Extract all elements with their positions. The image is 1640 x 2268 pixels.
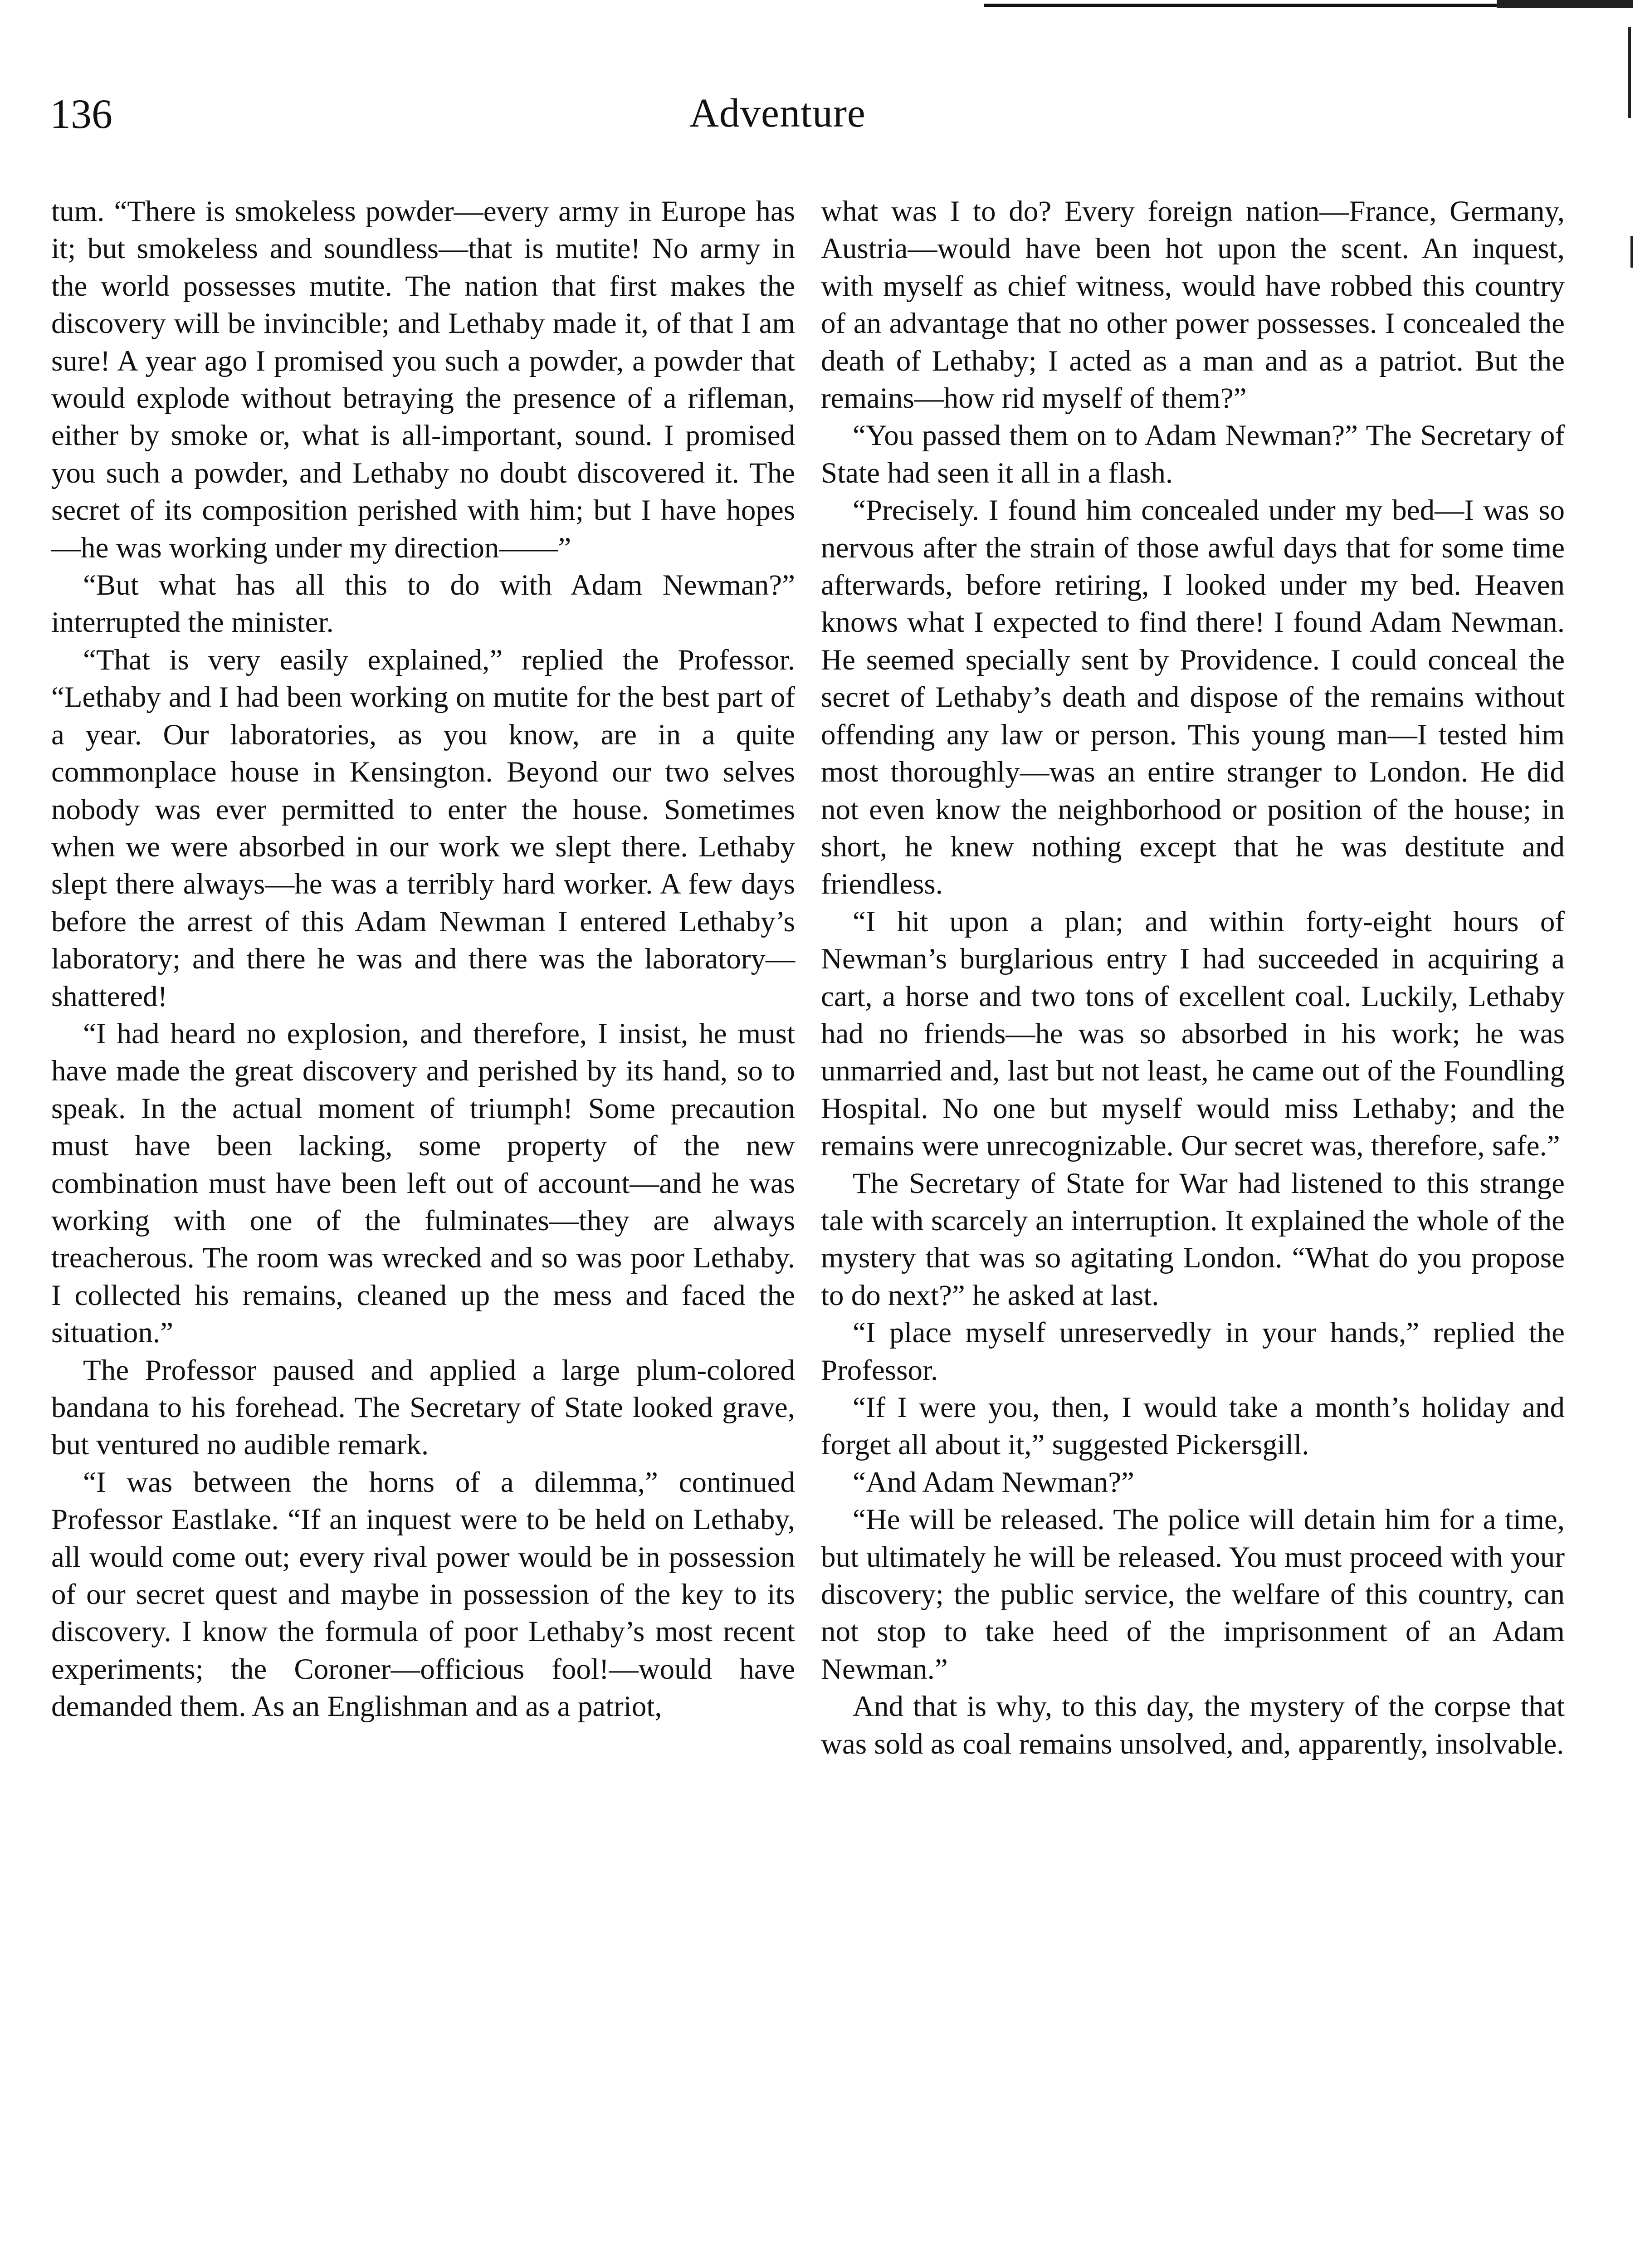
paragraph: what was I to do? Every foreign nation—France, Germany, Austria—would have been hot upon the scent. An inquest, with myself as chief witness, would have robbed this country of an advantage that no other power possesses. I concealed the death of Lethaby; I acted as a man and as a patriot. But the remains—how rid myself of them?” — [821, 195, 1565, 415]
paragraph: “That is very easily explained,” replied the Professor. “Lethaby and I had been working on mutite for the best part of a year. Our laboratories, as you know, are in a quite commonplace house in Kensington. Beyond our two selves nobody was ever permitted to enter the house. Sometimes when we were absorbed in our work we slept there. Lethaby slept there always—he was a terribly hard worker. A few days before the arrest of this Adam Newman I entered Lethaby’s laboratory; and there he was and there was the laboratory—shattered! — [51, 643, 795, 1013]
paragraph: “I was between the horns of a dilemma,” continued Professor Eastlake. “If an inquest were to be held on Lethaby, all would come out; every rival power would be in possession of our secret quest and maybe in possession of the key to its discovery. I know the formula of poor Lethaby’s most recent experiments; the Coroner—officious fool!—would have demanded them. As an Englishman and as a patriot, — [51, 1466, 795, 1723]
paragraph: “I had heard no explosion, and therefore, I insist, he must have made the great discovery and perished by its hand, so to speak. In the actual moment of triumph! Some precaution must have been lacking, some property of the new combination must have been left out of account—and he was working with one of the fulminates—they are always treacherous. The room was wrecked and so was poor Lethaby. I collected his remains, cleaned up the mess and faced the situation.” — [51, 1017, 795, 1349]
right-edge-mark-lower — [1630, 236, 1633, 268]
page-number: 136 — [50, 91, 112, 137]
paragraph: “I place myself unreservedly in your hands,” replied the Professor. — [821, 1316, 1565, 1387]
paragraph: “And Adam Newman?” — [853, 1466, 1134, 1499]
left-column — [51, 193, 795, 1725]
running-title: Adventure — [689, 91, 866, 136]
paragraph: tum. “There is smokeless powder—every army in Europe has it; but smokeless and soundless—that is mutite! No army in the world possesses mutite. The nation that first makes the discovery will be invincible; and Lethaby made it, of that I am sure! A year ago I promised you such a powder, a powder that would explode without betraying the presence of a rifleman, either by smoke or, what is all-important, sound. I promised you such a powder, and Lethaby no doubt discovered it. The secret of its composition perished with him; but I have hopes—he was working under my direction——” — [51, 195, 795, 564]
paragraph: “I hit upon a plan; and within forty-eight hours of Newman’s burglarious entry I had succeeded in acquiring a cart, a horse and two tons of excellent coal. Luckily, Lethaby had no friends—he was so absorbed in his work; he was unmarried and, last but not least, he came out of the Foundling Hospital. No one but myself would miss Lethaby; and the remains were unrecognizable. Our secret was, therefore, safe.” — [821, 905, 1565, 1163]
right-edge-mark — [1628, 27, 1631, 118]
paragraph: “If I were you, then, I would take a month’s holiday and forget all about it,” suggested Pickersgill. — [821, 1391, 1565, 1461]
top-edge-mark — [1497, 0, 1633, 8]
paragraph: And that is why, to this day, the mystery of the corpse that was sold as coal remains unsolved, and, apparently, insolvable. — [821, 1690, 1565, 1760]
paragraph: “You passed them on to Adam Newman?” The Secretary of State had seen it all in a flash. — [821, 419, 1565, 489]
paragraph: The Secretary of State for War had listened to this strange tale with scarcely an interruption. It explained the whole of the mystery that was so agitating London. “What do you propose to do next?” he asked at last. — [821, 1167, 1565, 1312]
right-column — [821, 193, 1565, 1763]
paragraph: “Precisely. I found him concealed under my bed—I was so nervous after the strain of those awful days that for some time afterwards, before retiring, I looked under my bed. Heaven knows what I expected to find there! I found Adam Newman. He seemed specially sent by Providence. I could conceal the secret of Lethaby’s death and dispose of the remains without offending any law or person. This young man—I tested him most thoroughly—was an entire stranger to London. He did not even know the neighborhood or position of the house; in short, he knew nothing except that he was destitute and friendless. — [821, 494, 1565, 901]
paragraph: The Professor paused and applied a large plum-colored bandana to his forehead. The Secretary of State looked grave, but ventured no audible remark. — [51, 1354, 795, 1461]
paragraph: “He will be released. The police will detain him for a time, but ultimately he will be released. You must proceed with your discovery; the public service, the welfare of this country, can not stop to take heed of the imprisonment of an Adam Newman.” — [821, 1503, 1565, 1686]
paragraph: “But what has all this to do with Adam Newman?” interrupted the minister. — [51, 569, 795, 639]
